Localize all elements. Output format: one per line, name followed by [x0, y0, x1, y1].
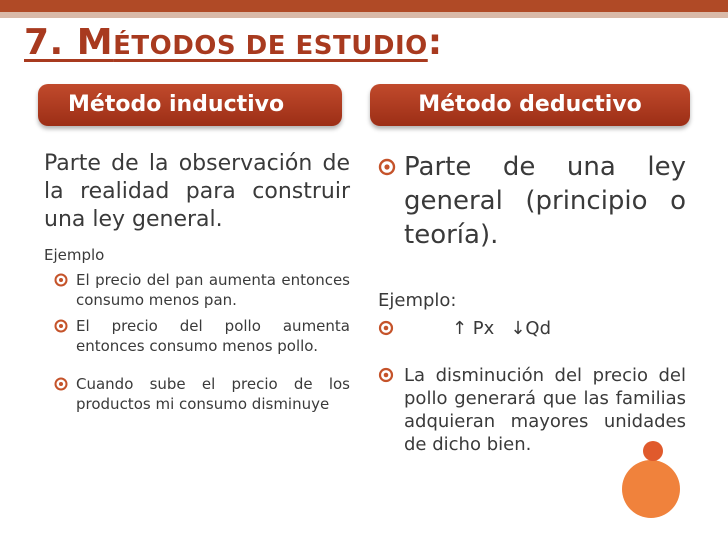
- inductive-header: [38, 84, 342, 126]
- inductive-bullet-text: Cuando sube el precio de los productos mi consumo disminuye: [76, 375, 350, 413]
- deductive-example-label: Ejemplo:: [378, 290, 457, 311]
- title-colon: :: [427, 22, 443, 63]
- formula-price: ↑ Px: [452, 318, 495, 339]
- title-number: 7. M: [24, 22, 114, 63]
- list-item: [44, 316, 350, 356]
- inductive-example-label: Ejemplo: [44, 246, 105, 264]
- inductive-column: [44, 150, 350, 414]
- top-accent-stripe: [0, 12, 728, 18]
- bullet-icon: [378, 320, 394, 336]
- list-item: [44, 374, 350, 414]
- deductive-header-label: Método deductivo: [418, 92, 642, 117]
- bullet-icon: [54, 377, 68, 391]
- deductive-intro: [378, 150, 686, 252]
- list-item: [378, 364, 686, 456]
- top-accent-bar: [0, 0, 728, 12]
- bullet-icon: [378, 158, 396, 176]
- inductive-bullet-text: El precio del pan aumenta entonces consumo menos pan.: [76, 271, 350, 309]
- slide-title: [24, 22, 443, 63]
- deductive-column: [378, 150, 686, 456]
- bullet-icon: [54, 319, 68, 333]
- bullet-icon: [378, 367, 394, 383]
- inductive-bullet-text: El precio del pollo aumenta entonces consumo menos pollo.: [76, 317, 350, 355]
- inductive-intro: Parte de la observación de la realidad para construir una ley general.: [44, 151, 350, 232]
- formula-item: [378, 317, 686, 340]
- deductive-bullet-text: La disminución del precio del pollo generará que las familias adquieran mayores unidades de dicho bien.: [404, 365, 686, 455]
- list-item: [44, 270, 350, 310]
- deductive-header: [370, 84, 690, 126]
- deductive-intro-text: Parte de una ley general (principio o teoría).: [404, 152, 686, 250]
- decorative-circle-small: [643, 441, 663, 461]
- formula-quantity: ↓Qd: [510, 318, 551, 339]
- decorative-circle: [622, 460, 680, 518]
- inductive-header-label: Método inductivo: [68, 92, 285, 117]
- bullet-icon: [54, 273, 68, 287]
- title-text: ÉTODOS DE ESTUDIO: [113, 31, 428, 61]
